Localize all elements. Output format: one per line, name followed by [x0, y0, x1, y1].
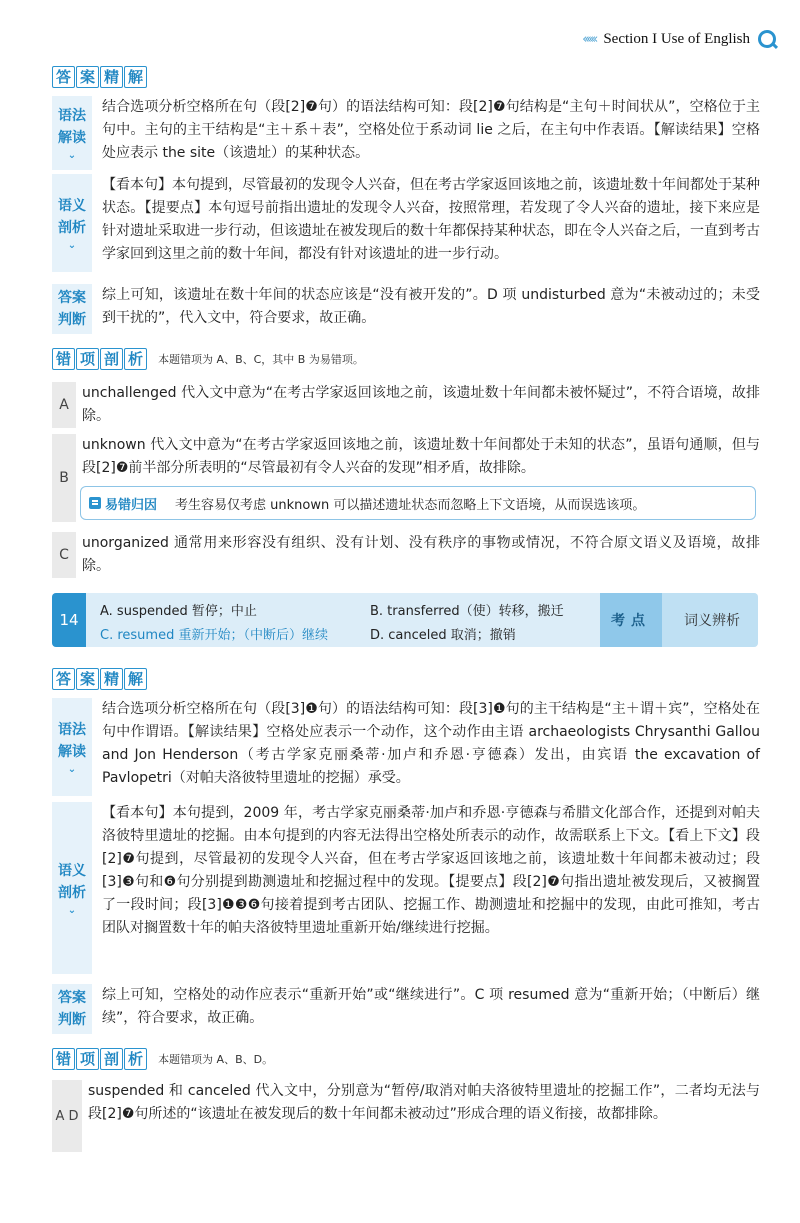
grammar-text: 结合选项分析空格所在句（段[2]❼句）的语法结构可知：段[2]❼句结构是“主句＋时间状从”，空格位于主句中。主句的主干结构是“主＋系＋表”，空格处位于系动词 lie 之后，在主句中作表语。【解读结果】空格处应表示 the site（该遗址）的某种状态。: [102, 99, 760, 161]
label-line: 剖析: [58, 220, 86, 236]
answer-judgment-block: [52, 284, 760, 334]
semantic-label: [52, 802, 92, 974]
label-line: 解读: [58, 744, 86, 760]
label-line: 判断: [58, 1012, 86, 1028]
label-line: 语义: [58, 863, 86, 879]
question-number: 14: [52, 593, 86, 647]
label-line: 解读: [58, 130, 86, 146]
note-icon: [89, 497, 101, 509]
answer-text: 综上可知，该遗址在数十年间的状态应该是“没有被开发的”。D 项 undisturbed 意为“未被动过的；未受到干扰的”，代入文中，符合要求，故正确。: [102, 287, 760, 326]
tag-char: 答: [52, 668, 75, 690]
chevron-left-icon: ‹‹‹‹‹‹: [582, 31, 596, 47]
label-line: 语义: [58, 198, 86, 214]
semantic-text: 【看本句】本句提到，2009 年，考古学家克丽桑蒂·加卢和乔恩·亨德森与希腊文化部合作，还提到对帕夫洛彼特里遗址的挖掘。由本句提到的内容无法得出空格处所表示的动作，故需联系上下文。【看上下文】段[2]❼句提到，尽管最初的发现令人兴奋，但在考古学家返回该地之前，该遗址数十年间都未被动过；段[3]❸句和❻句分别提到勘测遗址和挖掘过程中的发现。【提要点】段[2]❼句指出遗址被发现后，又被搁置了一段时间；段[3]❶❸❻句接着提到考古团队、挖掘工作、勘测遗址和挖掘中的发现，由此可推知，考古团队对搁置数十年的帕夫洛彼特里遗址重新开始/继续进行挖掘。: [102, 805, 760, 936]
tag-char: 错: [52, 348, 75, 370]
option-letter-a: A: [52, 382, 76, 428]
chevron-down-icon: ⌄: [67, 905, 77, 916]
error-section-tag: [52, 348, 364, 370]
semantic-analysis-block-14: [52, 802, 760, 974]
q14-option-a[interactable]: A. suspended 暂停；中止: [100, 604, 257, 619]
grammar-analysis-block-14: [52, 698, 760, 796]
option-a-text: unchallenged 代入文中意为“在考古学家返回该地之前，该遗址数十年间都未被怀疑过”，不符合语境，故排除。: [82, 385, 760, 424]
answer-section-tag: [52, 66, 148, 88]
page-header: [582, 30, 776, 48]
answer-text: 综上可知，空格处的动作应表示“重新开始”或“继续进行”。C 项 resumed 意为“重新开始；（中断后）继续”，符合要求，故正确。: [102, 987, 760, 1026]
tip-label: 易错归因: [105, 497, 158, 513]
answer-label: [52, 984, 92, 1034]
search-icon[interactable]: [758, 30, 776, 48]
exam-point-label: 考点: [600, 593, 662, 647]
exam-point-value: 词义辨析: [684, 613, 740, 629]
tag-char: 答: [52, 66, 75, 88]
semantic-analysis-block: [52, 174, 760, 272]
answer-judgment-block-14: [52, 984, 760, 1034]
tip-text: 考生容易仅考虑 unknown 可以描述遗址状态而忽略上下文语境，从而误选该项。: [175, 497, 646, 513]
tag-char: 剖: [100, 348, 123, 370]
option-b-text: unknown 代入文中意为“在考古学家返回该地之前，该遗址数十年间都处于未知的状态”，虽语句通顺，但与段[2]❼前半部分所表明的“尽管最初有令人兴奋的发现”相矛盾，故排除。: [82, 437, 760, 476]
tag-char: 析: [124, 348, 147, 370]
option-letter-b: B: [52, 434, 76, 522]
tag-char: 项: [76, 1048, 99, 1070]
chevron-down-icon: ⌄: [67, 150, 77, 161]
error-note: 本题错项为 A、B、C，其中 B 为易错项。: [158, 353, 364, 366]
label-line: 语法: [58, 722, 86, 738]
label-line: 剖析: [58, 885, 86, 901]
q14-option-b[interactable]: B. transferred（使）转移，搬迁: [370, 604, 564, 619]
chevron-down-icon: ⌄: [67, 764, 77, 775]
tag-char: 项: [76, 348, 99, 370]
tag-char: 精: [100, 668, 123, 690]
q14-option-d[interactable]: D. canceled 取消；撤销: [370, 628, 516, 643]
q14-option-c[interactable]: C. resumed 重新开始；（中断后）继续: [100, 628, 328, 643]
tag-char: 错: [52, 1048, 75, 1070]
answer-label: [52, 284, 92, 334]
error-tip-box: [80, 486, 756, 520]
tag-char: 解: [124, 668, 147, 690]
semantic-label: [52, 174, 92, 272]
option-letter-c: C: [52, 532, 76, 578]
chevron-down-icon: ⌄: [67, 240, 77, 251]
label-line: 答案: [58, 990, 86, 1006]
tag-char: 案: [76, 668, 99, 690]
option-letter-ad: A D: [52, 1080, 82, 1152]
tag-char: 解: [124, 66, 147, 88]
tag-char: 剖: [100, 1048, 123, 1070]
exam-point: [600, 593, 758, 647]
tag-char: 析: [124, 1048, 147, 1070]
label-line: 判断: [58, 312, 86, 328]
option-ad-text: suspended 和 canceled 代入文中，分别意为“暂停/取消对帕夫洛彼特里遗址的挖掘工作”，二者均无法与段[2]❼句所述的“该遗址在被发现后的数十年间都未被动过”形成合理的语义衔接，故都排除。: [88, 1083, 760, 1122]
section-title: Section I Use of English: [603, 30, 750, 47]
grammar-text: 结合选项分析空格所在句（段[3]❶句）的语法结构可知：段[3]❶句的主干结构是“主＋谓＋宾”，空格处在句中作谓语。【解读结果】空格处应表示一个动作，这个动作由主语 archaeologists Chrysanthi Gallou and Jon Henderson（考古学家克丽桑蒂·加卢和乔恩·亨德森）发出，由宾语 the excavation of Pavlopetri（对帕夫洛彼特里遗址的挖掘）承受。: [102, 701, 760, 786]
grammar-label: [52, 698, 92, 796]
question-14-bar: [52, 593, 758, 647]
tag-char: 案: [76, 66, 99, 88]
label-line: 答案: [58, 290, 86, 306]
label-line: 语法: [58, 108, 86, 124]
answer-section-tag-14: [52, 668, 148, 690]
option-c-text: unorganized 通常用来形容没有组织、没有计划、没有秩序的事物或情况，不符合原文语义及语境，故排除。: [82, 535, 760, 574]
tag-char: 精: [100, 66, 123, 88]
error-section-tag-14: [52, 1048, 273, 1070]
error-note: 本题错项为 A、B、D。: [158, 1053, 274, 1066]
grammar-analysis-block: [52, 96, 760, 170]
grammar-label: [52, 96, 92, 170]
semantic-text: 【看本句】本句提到，尽管最初的发现令人兴奋，但在考古学家返回该地之前，该遗址数十年间都处于某种状态。【提要点】本句逗号前指出遗址的发现令人兴奋，按照常理，若发现了令人兴奋的遗址，接下来应是针对遗址采取进一步行动，但该遗址在被发现后的数十年都保持某种状态，即在令人兴奋之后，一直到考古学家回到这里之前的数十年间，都没有针对该遗址的进一步行动。: [102, 177, 760, 262]
